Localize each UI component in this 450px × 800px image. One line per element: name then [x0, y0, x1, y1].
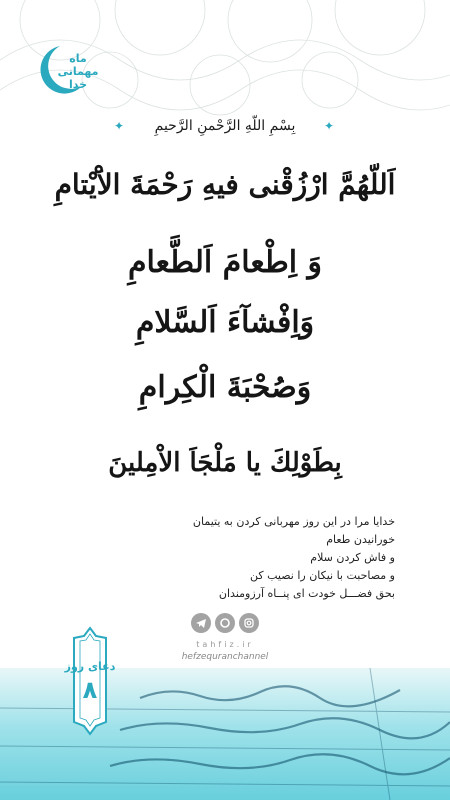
instagram-icon[interactable] [239, 613, 259, 633]
bismillah: بِسْمِ اللّهِ الرَّحْمنِ الرَّحيمِ [154, 118, 296, 134]
badge-day-number: ۸ [82, 676, 98, 704]
translation-line: و مصاحبت با نیکان را نصیب کن [250, 569, 395, 582]
website-url[interactable]: tahfiz.ir [196, 640, 254, 649]
star-ornament-icon: ✦ [114, 119, 125, 133]
arabic-line-3: وَاِفْشآءَ اَلسَّلامِ [135, 305, 315, 340]
channel-name[interactable]: hefzequranchannel [181, 652, 269, 662]
bismillah-row [110, 112, 340, 140]
social-links [185, 613, 265, 635]
arabic-line-2: وَ اِطْعامَ اَلطَّعامِ [127, 245, 323, 280]
translation-line: خورانیدن طعام [326, 533, 395, 546]
badge-label: دعای روز [64, 660, 116, 673]
arabic-line-1: اَللّهُمَّ ارْزُقْنى فيهِ رَحْمَةَ الاَْيْتامِ [54, 168, 396, 201]
translation-line: خدایا مرا در این روز مهربانی کردن به یتیمان [192, 515, 395, 528]
star-ornament-icon: ✦ [324, 119, 335, 133]
logo-text: ماه مهمانی خدا [57, 52, 99, 91]
arabic-line-4: وَصُحْبَةَ الْكِرامِ [138, 370, 312, 405]
translation-line: بحق فضـــل خودت ای پنــاه آرزومندان [218, 587, 395, 600]
telegram-icon[interactable] [191, 613, 211, 633]
translation-line: و فاش کردن سلام [310, 551, 395, 564]
eitaa-icon[interactable] [215, 613, 235, 633]
persian-translation [60, 513, 395, 603]
arabic-line-5: بِطَوْلِكَ يا مَلْجَاَ الاْمِلينَ [108, 448, 342, 478]
